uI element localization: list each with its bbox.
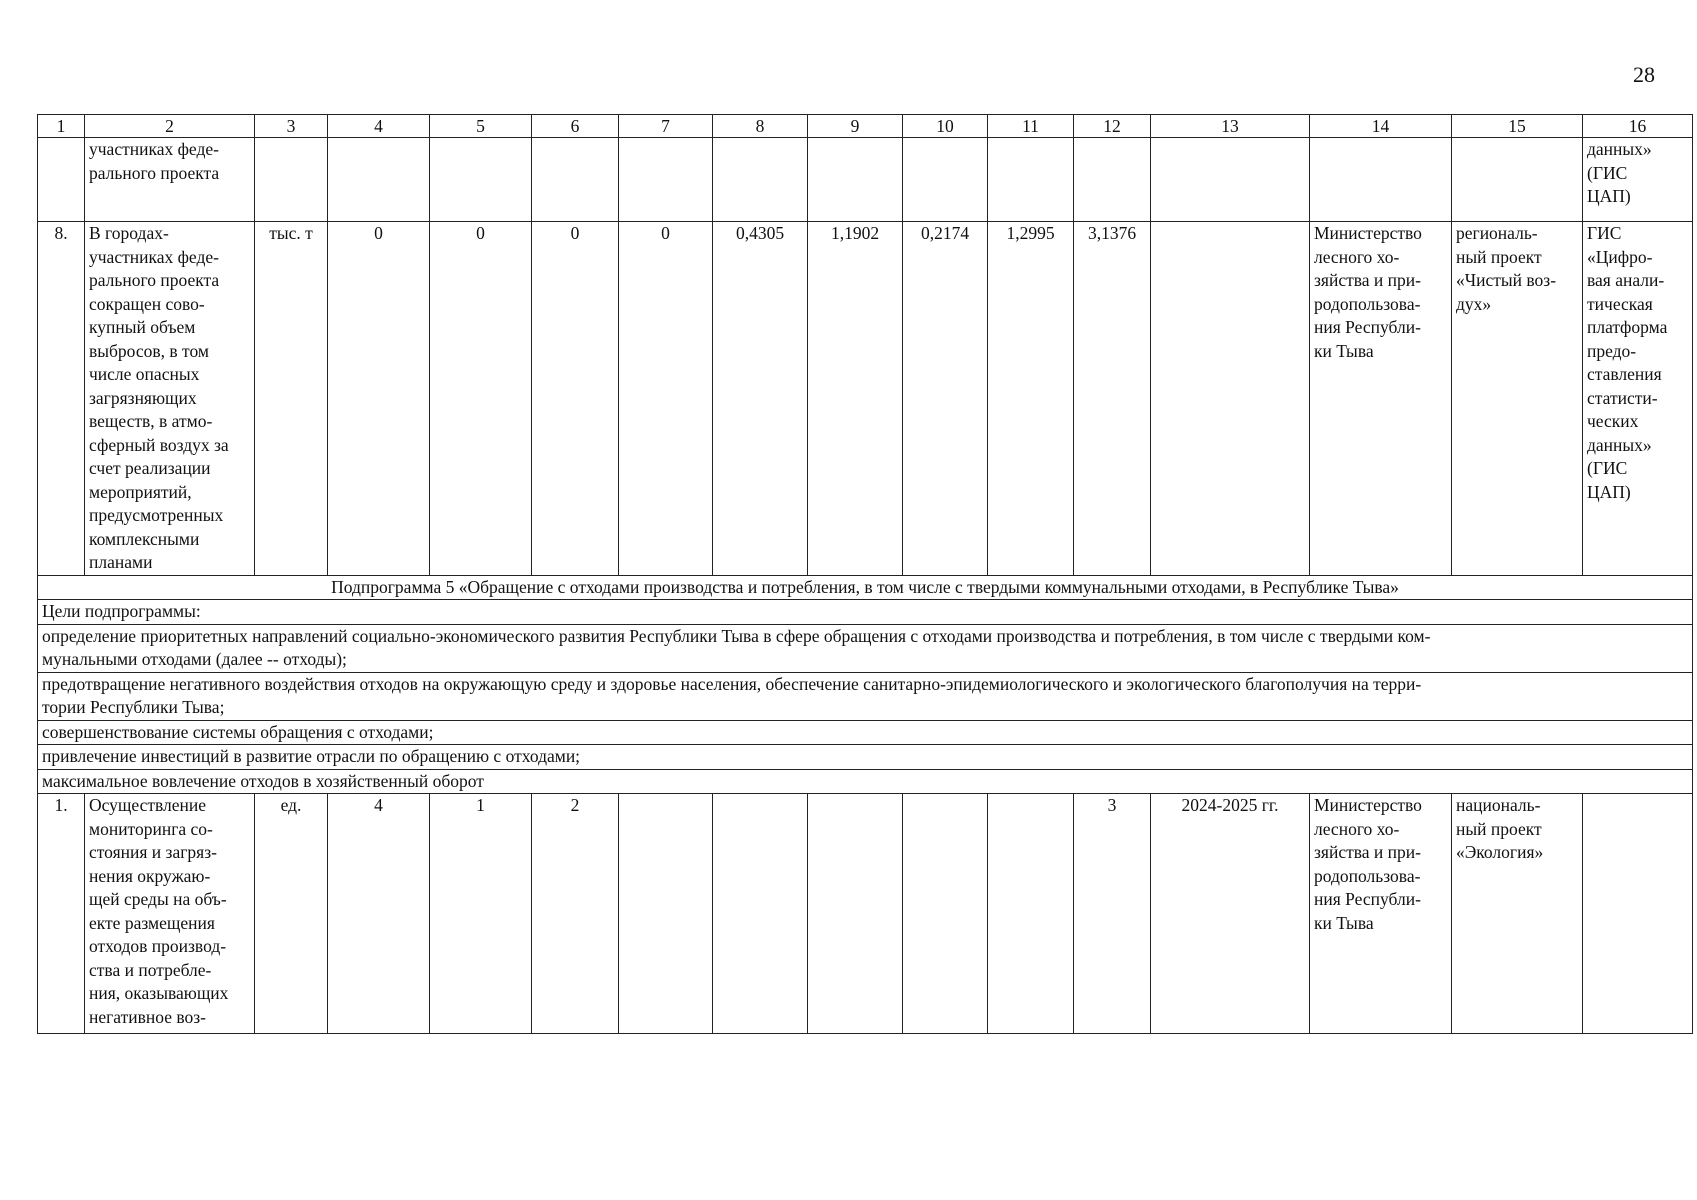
- value-cell: 0,4305: [713, 222, 808, 576]
- column-number-row: [38, 115, 1693, 138]
- subprogram-title: Подпрограмма 5 «Обращение с отходами производства и потребления, в том числе с твердыми коммунальными отходами, в Республике Тыва»: [38, 575, 1693, 600]
- row-number: 1.: [38, 794, 85, 1034]
- page-number: 28: [1633, 62, 1655, 87]
- goal-row: [38, 624, 1693, 672]
- value-cell: 1,2995: [988, 222, 1074, 576]
- goals-label: Цели подпрограммы:: [38, 600, 1693, 625]
- row-number: 8.: [38, 222, 85, 576]
- column-number: 1: [38, 115, 85, 138]
- value-cell: 0: [430, 222, 532, 576]
- value-cell: 3: [1074, 794, 1151, 1034]
- value-cell: 0: [619, 222, 713, 576]
- indicator-table: [37, 114, 1693, 1034]
- table-row-continued: [38, 138, 1693, 222]
- value-cell: 0: [328, 222, 430, 576]
- goal-text: определение приоритетных направлений социально-экономического развития Республики Тыва в сфере обращения с отходами производства и потребления, в том числе с твердыми ком- мунальными отходами (далее -- отходы);: [38, 624, 1693, 672]
- value-cell: 0,2174: [903, 222, 988, 576]
- column-number: 15: [1452, 115, 1583, 138]
- responsible: Министерство лесного хо- зяйства и при- родопользова- ния Республи- ки Тыва: [1310, 794, 1452, 1034]
- indicator-name: Осуществление мониторинга со- стояния и загряз- нения окружаю- щей среды на объ- екте размещения отходов производ- ства и потребле- ния, оказывающих негативное воз-: [85, 794, 255, 1034]
- unit: тыс. т: [255, 222, 328, 576]
- data-source: ГИС «Цифро- вая анали- тическая платформа предо- ставления статисти- ческих данных» (ГИС ЦАП): [1583, 222, 1693, 576]
- column-number: 2: [85, 115, 255, 138]
- value-cell: 1: [430, 794, 532, 1034]
- period: 2024-2025 гг.: [1151, 794, 1310, 1034]
- goals-label-row: [38, 600, 1693, 625]
- column-number: 16: [1583, 115, 1693, 138]
- column-number: 6: [532, 115, 619, 138]
- column-number: 9: [808, 115, 903, 138]
- column-number: 14: [1310, 115, 1452, 138]
- value-cell: 0: [532, 222, 619, 576]
- responsible: Министерство лесного хо- зяйства и при- родопользова- ния Республи- ки Тыва: [1310, 222, 1452, 576]
- goal-text: совершенствование системы обращения с отходами;: [38, 720, 1693, 745]
- value-cell: 3,1376: [1074, 222, 1151, 576]
- value-cell: 4: [328, 794, 430, 1034]
- column-number: 7: [619, 115, 713, 138]
- value-cell: [619, 794, 713, 1034]
- period: [1151, 222, 1310, 576]
- subprogram-row: [38, 575, 1693, 600]
- value-cell: 1,1902: [808, 222, 903, 576]
- column-number: 13: [1151, 115, 1310, 138]
- value-cell: [903, 794, 988, 1034]
- goal-text: привлечение инвестиций в развитие отрасли по обращению с отходами;: [38, 745, 1693, 770]
- goal-text: предотвращение негативного воздействия отходов на окружающую среду и здоровье населения, обеспечение санитарно-эпидемиологического и экологического благополучия на терри- тории Республики Тыва;: [38, 672, 1693, 720]
- project: националь- ный проект «Экология»: [1452, 794, 1583, 1034]
- table-row-8: [38, 222, 1693, 576]
- data-source: данных» (ГИС ЦАП): [1583, 138, 1693, 222]
- value-cell: [713, 794, 808, 1034]
- column-number: 4: [328, 115, 430, 138]
- goal-text: максимальное вовлечение отходов в хозяйственный оборот: [38, 769, 1693, 794]
- value-cell: [808, 794, 903, 1034]
- goal-row: [38, 720, 1693, 745]
- goal-row: [38, 745, 1693, 770]
- column-number: 3: [255, 115, 328, 138]
- value-cell: 2: [532, 794, 619, 1034]
- goal-row: [38, 672, 1693, 720]
- column-number: 5: [430, 115, 532, 138]
- column-number: 12: [1074, 115, 1151, 138]
- column-number: 11: [988, 115, 1074, 138]
- indicator-name: В городах- участниках феде- рального проекта сокращен сово- купный объем выбросов, в том числе опасных загрязняющих веществ, в атмо- сферный воздух за счет реализации мероприятий, предусмотренных комплексными планами: [85, 222, 255, 576]
- table-row-1: [38, 794, 1693, 1034]
- data-source: [1583, 794, 1693, 1034]
- indicator-name: участниках феде- рального проекта: [85, 138, 255, 222]
- unit: ед.: [255, 794, 328, 1034]
- goal-row: [38, 769, 1693, 794]
- value-cell: [988, 794, 1074, 1034]
- column-number: 8: [713, 115, 808, 138]
- column-number: 10: [903, 115, 988, 138]
- project: региональ- ный проект «Чистый воз- дух»: [1452, 222, 1583, 576]
